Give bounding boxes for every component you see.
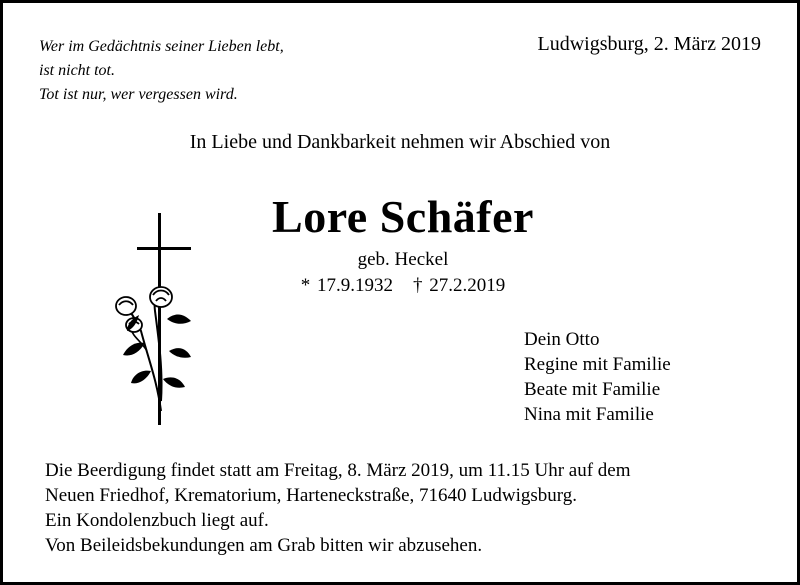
poem-line: Tot ist nur, wer vergessen wird. [39,86,238,103]
funeral-notice [45,458,631,558]
funeral-line: Von Beileidsbekundungen am Grab bitten wir abzusehen. [45,535,483,556]
funeral-line: Die Beerdigung findet statt am Freitag, 8. März 2019, um 11.15 Uhr auf dem [45,460,631,481]
memorial-poem [39,35,284,107]
cross-with-roses-icon [101,211,201,427]
funeral-line: Ein Kondolenzbuch liegt auf. [45,510,269,531]
poem-line: Wer im Gedächtnis seiner Lieben lebt, [39,38,284,55]
maiden-name: geb. Heckel [357,249,449,270]
mourners-list [524,327,671,427]
poem-line: ist nicht tot. [39,62,115,79]
mourner: Beate mit Familie [524,379,661,400]
place-date: Ludwigsburg, 2. März 2019 [537,33,761,55]
intro-text: In Liebe und Dankbarkeit nehmen wir Abschied von [189,131,611,153]
mourner: Nina mit Familie [524,404,654,425]
life-dates [203,275,603,297]
mourner: Regine mit Familie [524,354,671,375]
funeral-line: Neuen Friedhof, Krematorium, Harteneckstraße, 71640 Ludwigsburg. [45,485,578,506]
death-date: † 27.2.2019 [413,275,506,296]
mourner: Dein Otto [524,329,600,350]
birth-date: * 17.9.1932 [300,275,393,296]
deceased-name: Lore Schäfer [272,191,534,242]
